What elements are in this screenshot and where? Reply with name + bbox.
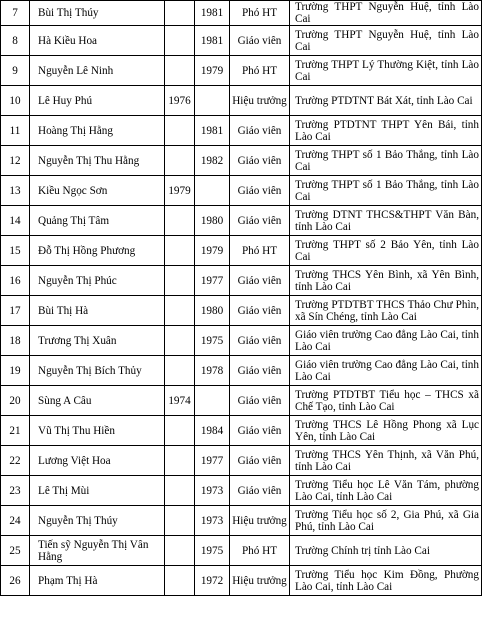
workplace-cell: Trường THCS Lê Hồng Phong xã Lục Yên, tỉnh Lào Cai [290,416,482,446]
person-name-cell: Hà Kiều Hoa [30,26,165,56]
birth-year-male-cell [165,566,195,596]
table-row [1,326,482,356]
birth-year-female-cell: 1975 [195,326,230,356]
birth-year-male-cell [165,116,195,146]
position-cell: Phó HT [230,56,290,86]
person-name-cell: Bùi Thị Hà [30,296,165,326]
position-cell: Giáo viên [230,176,290,206]
row-number-cell: 15 [1,236,30,266]
birth-year-male-cell [165,536,195,566]
person-name-cell: Nguyễn Thị Thúy [30,506,165,536]
row-number-cell: 25 [1,536,30,566]
person-name-cell: Nguyễn Thị Thu Hằng [30,146,165,176]
table-row [1,386,482,416]
position-cell: Hiệu trưởng [230,506,290,536]
birth-year-male-cell [165,236,195,266]
table-row [1,476,482,506]
table-row [1,146,482,176]
birth-year-female-cell: 1982 [195,146,230,176]
workplace-cell: Trường PTDTBT THCS Thảo Chư Phìn, xã Sín Chéng, tỉnh Lào Cai [290,296,482,326]
birth-year-female-cell: 1980 [195,206,230,236]
workplace-cell: Trường PTDTNT THPT Yên Bái, tỉnh Lào Cai [290,116,482,146]
position-cell: Giáo viên [230,446,290,476]
table-row [1,56,482,86]
person-name-cell: Nguyễn Thị Bích Thủy [30,356,165,386]
birth-year-female-cell: 1981 [195,116,230,146]
row-number-cell: 24 [1,506,30,536]
position-cell: Giáo viên [230,416,290,446]
person-name-cell: Lê Huy Phú [30,86,165,116]
birth-year-female-cell: 1975 [195,536,230,566]
person-name-cell: Nguyễn Lê Ninh [30,56,165,86]
position-cell: Giáo viên [230,26,290,56]
person-name-cell: Phạm Thị Hà [30,566,165,596]
person-name-cell: Quảng Thị Tâm [30,206,165,236]
workplace-cell: Trường Tiểu học số 2, Gia Phú, xã Gia Phú, tỉnh Lào Cai [290,506,482,536]
workplace-cell: Trường Chính trị tỉnh Lào Cai [290,536,482,566]
person-name-cell: Hoàng Thị Hằng [30,116,165,146]
row-number-cell: 22 [1,446,30,476]
person-name-cell: Bùi Thị Thúy [30,1,165,26]
table-row [1,176,482,206]
row-number-cell: 23 [1,476,30,506]
workplace-cell: Trường THPT Nguyễn Huệ, tỉnh Lào Cai [290,1,482,26]
birth-year-female-cell: 1973 [195,506,230,536]
person-name-cell: Sùng A Câu [30,386,165,416]
table-row [1,416,482,446]
birth-year-male-cell [165,1,195,26]
birth-year-male-cell: 1979 [165,176,195,206]
workplace-cell: Trường Tiểu học Lê Văn Tám, phường Lào Cai, tỉnh Lào Cai [290,476,482,506]
birth-year-female-cell: 1979 [195,236,230,266]
staff-table-body [1,1,482,596]
row-number-cell: 17 [1,296,30,326]
person-name-cell: Vũ Thị Thu Hiền [30,416,165,446]
birth-year-male-cell [165,446,195,476]
person-name-cell: Lê Thị Mùi [30,476,165,506]
birth-year-female-cell: 1977 [195,266,230,296]
position-cell: Giáo viên [230,326,290,356]
row-number-cell: 11 [1,116,30,146]
table-row [1,236,482,266]
workplace-cell: Trường THPT số 1 Bảo Thắng, tỉnh Lào Cai [290,176,482,206]
position-cell: Hiệu trưởng [230,566,290,596]
row-number-cell: 9 [1,56,30,86]
row-number-cell: 18 [1,326,30,356]
birth-year-male-cell [165,146,195,176]
row-number-cell: 8 [1,26,30,56]
row-number-cell: 20 [1,386,30,416]
workplace-cell: Trường THPT Nguyễn Huệ, tỉnh Lào Cai [290,26,482,56]
row-number-cell: 19 [1,356,30,386]
position-cell: Giáo viên [230,386,290,416]
table-row [1,446,482,476]
table-row [1,1,482,26]
birth-year-male-cell [165,296,195,326]
position-cell: Giáo viên [230,116,290,146]
position-cell: Hiệu trưởng [230,86,290,116]
person-name-cell: Nguyễn Thị Phúc [30,266,165,296]
birth-year-female-cell: 1979 [195,56,230,86]
birth-year-female-cell: 1980 [195,296,230,326]
position-cell: Phó HT [230,536,290,566]
position-cell: Giáo viên [230,476,290,506]
row-number-cell: 14 [1,206,30,236]
workplace-cell: Trường Tiểu học Kim Đồng, Phường Lào Cai, tỉnh Lào Cai [290,566,482,596]
position-cell: Giáo viên [230,206,290,236]
birth-year-male-cell [165,326,195,356]
birth-year-male-cell: 1976 [165,86,195,116]
birth-year-female-cell [195,386,230,416]
table-row [1,266,482,296]
row-number-cell: 13 [1,176,30,206]
birth-year-female-cell: 1973 [195,476,230,506]
person-name-cell: Kiều Ngọc Sơn [30,176,165,206]
position-cell: Giáo viên [230,356,290,386]
person-name-cell: Lương Việt Hoa [30,446,165,476]
table-row [1,356,482,386]
workplace-cell: Trường THPT Lý Thường Kiệt, tỉnh Lào Cai [290,56,482,86]
birth-year-female-cell: 1981 [195,26,230,56]
table-row [1,536,482,566]
table-row [1,566,482,596]
workplace-cell: Giáo viên trường Cao đẳng Lào Cai, tỉnh Lào Cai [290,326,482,356]
birth-year-male-cell [165,416,195,446]
birth-year-female-cell [195,176,230,206]
table-row [1,26,482,56]
table-row [1,206,482,236]
row-number-cell: 7 [1,1,30,26]
table-row [1,296,482,326]
row-number-cell: 10 [1,86,30,116]
birth-year-female-cell: 1972 [195,566,230,596]
table-row [1,116,482,146]
birth-year-female-cell: 1984 [195,416,230,446]
position-cell: Phó HT [230,1,290,26]
birth-year-male-cell [165,26,195,56]
birth-year-male-cell [165,476,195,506]
table-row [1,506,482,536]
birth-year-male-cell [165,506,195,536]
row-number-cell: 12 [1,146,30,176]
table-row [1,86,482,116]
birth-year-female-cell: 1981 [195,1,230,26]
workplace-cell: Trường DTNT THCS&THPT Văn Bàn, tỉnh Lào Cai [290,206,482,236]
person-name-cell: Tiến sỹ Nguyễn Thị Vân Hằng [30,536,165,566]
birth-year-female-cell [195,86,230,116]
person-name-cell: Đỗ Thị Hồng Phương [30,236,165,266]
row-number-cell: 21 [1,416,30,446]
position-cell: Giáo viên [230,146,290,176]
workplace-cell: Trường PTDTNT Bát Xát, tỉnh Lào Cai [290,86,482,116]
workplace-cell: Trường PTDTBT Tiểu học – THCS xã Chế Tạo, tỉnh Lào Cai [290,386,482,416]
person-name-cell: Trương Thị Xuân [30,326,165,356]
workplace-cell: Giáo viên trường Cao đẳng Lào Cai, tỉnh Lào Cai [290,356,482,386]
birth-year-female-cell: 1977 [195,446,230,476]
birth-year-male-cell [165,356,195,386]
position-cell: Phó HT [230,236,290,266]
row-number-cell: 16 [1,266,30,296]
workplace-cell: Trường THPT số 1 Bảo Thắng, tỉnh Lào Cai [290,146,482,176]
workplace-cell: Trường THPT số 2 Bảo Yên, tỉnh Lào Cai [290,236,482,266]
birth-year-female-cell: 1978 [195,356,230,386]
position-cell: Giáo viên [230,296,290,326]
birth-year-male-cell [165,206,195,236]
workplace-cell: Trường THCS Yên Bình, xã Yên Bình, tỉnh Lào Cai [290,266,482,296]
workplace-cell: Trường THCS Yên Thịnh, xã Văn Phú, tỉnh Lào Cai [290,446,482,476]
birth-year-male-cell: 1974 [165,386,195,416]
position-cell: Giáo viên [230,266,290,296]
row-number-cell: 26 [1,566,30,596]
birth-year-male-cell [165,266,195,296]
birth-year-male-cell [165,56,195,86]
